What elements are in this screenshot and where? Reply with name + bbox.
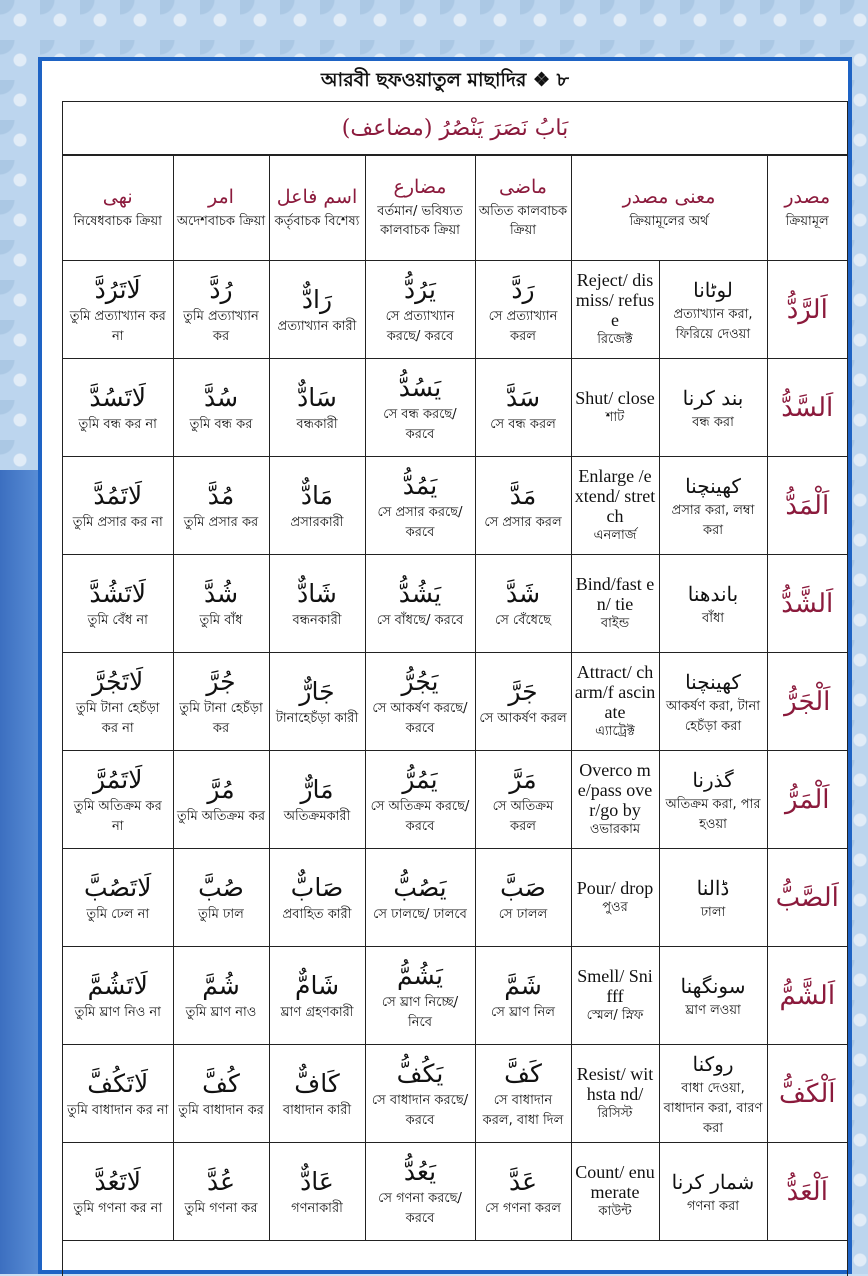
english-meaning: Shut/ close: [575, 387, 655, 408]
nahi-bangla: তুমি টানা হেচঁড়া কর না: [75, 700, 160, 736]
english-meaning: Resist/ withsta nd/: [576, 1063, 654, 1104]
amr-cell: [173, 555, 269, 653]
ism-fail-cell: [269, 751, 365, 849]
amr-bangla: তুমি অতিক্রম কর: [176, 808, 266, 824]
amr-cell: [173, 359, 269, 457]
ism-fail-bangla: প্রত্যাখ্যান কারী: [277, 318, 357, 334]
bangla-meaning: ঘ্রাণ লওয়া: [685, 1002, 741, 1018]
ism-fail-cell: [269, 849, 365, 947]
madi-arabic: مَدَّ: [509, 480, 537, 510]
mudari-cell: [365, 1143, 475, 1241]
urdu-meaning: گذرنا: [692, 767, 734, 792]
masdar-arabic: اَلصَّبُّ: [775, 882, 839, 913]
urdu-meaning: باندھنا: [687, 581, 739, 606]
masdar-cell: [767, 555, 847, 653]
english-meaning: Smell/ Snifff: [577, 965, 653, 1006]
ism-fail-cell: [269, 359, 365, 457]
amr-bangla: তুমি বাধাদান কর: [178, 1102, 264, 1118]
mudari-bangla: সে প্রত্যাখ্যান করছে/ করবে: [385, 308, 455, 344]
masdar-cell: [767, 849, 847, 947]
table-row: [63, 1143, 847, 1241]
english-meaning: Count/ enumerate: [575, 1161, 655, 1202]
english-meaning: Reject/ dismiss/ refuse: [575, 269, 655, 330]
english-meaning-cell: [571, 359, 659, 457]
ism-fail-cell: [269, 457, 365, 555]
table-row: [63, 751, 847, 849]
mudari-arabic: يَشُدُّ: [398, 578, 442, 608]
ism-fail-arabic: كَافٌّ: [294, 1068, 340, 1098]
bangla-meaning: আকর্ষণ করা, টানা হেচঁড়া করা: [665, 698, 761, 734]
nahi-arabic: لَاتَسُدَّ: [89, 382, 147, 412]
ism-fail-bangla: টানাহেচঁড়া কারী: [275, 710, 359, 726]
amr-bangla: তুমি টানা হেচঁড়া কর: [179, 700, 263, 736]
english-transliteration: বাইন্ড: [600, 615, 630, 631]
col-amr: امر অদেশবাচক ক্রিয়া: [173, 156, 269, 261]
nahi-arabic: لَاتَصُبَّ: [84, 872, 152, 902]
mudari-cell: [365, 751, 475, 849]
english-meaning-cell: [571, 947, 659, 1045]
madi-bangla: সে বেঁধেছে: [494, 612, 552, 628]
bangla-meaning: প্রত্যাখ্যান করা, ফিরিয়ে দেওয়া: [673, 306, 753, 342]
nahi-arabic: لَاتَمُدَّ: [93, 480, 143, 510]
nahi-bangla: তুমি ঘ্রাণ নিও না: [74, 1004, 161, 1020]
bab-title: بَابُ نَصَرَ يَنْصُرُ (مضاعف): [63, 102, 847, 155]
table-row: [63, 1045, 847, 1143]
col-meaning: معنى مصدر ক্রিয়ামূলের অর্থ: [571, 156, 767, 261]
bangla-meaning: বন্ধ করা: [692, 414, 734, 430]
madi-cell: [475, 751, 571, 849]
mudari-cell: [365, 849, 475, 947]
masdar-arabic: اَلرَّدُّ: [786, 294, 828, 325]
ism-fail-cell: [269, 261, 365, 359]
amr-arabic: رُدَّ: [209, 274, 233, 304]
bangla-meaning-cell: [659, 1045, 767, 1143]
nahi-bangla: তুমি ঢেল না: [86, 906, 150, 922]
table-row: [63, 261, 847, 359]
amr-cell: [173, 849, 269, 947]
mudari-arabic: يَشُمُّ: [397, 960, 443, 990]
masdar-arabic: اَلشَّدُّ: [781, 588, 834, 619]
col-madi: ماضى অতিত কালবাচক ক্রিয়া: [475, 156, 571, 261]
col-ism-fail: اسم فاعل কর্তৃবাচক বিশেষ্য: [269, 156, 365, 261]
madi-bangla: সে প্রসার করল: [484, 514, 562, 530]
col-nahi: نهى নিষেধবাচক ক্রিয়া: [63, 156, 173, 261]
nahi-arabic: لَاتَجُرَّ: [92, 666, 144, 696]
english-meaning-cell: [571, 653, 659, 751]
amr-bangla: তুমি প্রসার কর: [183, 514, 259, 530]
ism-fail-cell: [269, 947, 365, 1045]
ism-fail-bangla: বন্ধনকারী: [292, 612, 342, 628]
amr-arabic: صُبَّ: [198, 872, 244, 902]
madi-arabic: سَدَّ: [505, 382, 541, 412]
mudari-arabic: يَسُدُّ: [398, 372, 442, 402]
mudari-cell: [365, 1045, 475, 1143]
mudari-cell: [365, 261, 475, 359]
mudari-cell: [365, 359, 475, 457]
madi-bangla: সে প্রত্যাখ্যান করল: [488, 308, 558, 344]
madi-arabic: كَفَّ: [504, 1058, 542, 1088]
nahi-bangla: তুমি প্রসার কর না: [72, 514, 163, 530]
nahi-bangla: তুমি প্রত্যাখ্যান কর না: [69, 308, 166, 344]
amr-cell: [173, 947, 269, 1045]
nahi-arabic: لَاتَعُدَّ: [94, 1166, 141, 1196]
ism-fail-cell: [269, 1143, 365, 1241]
urdu-meaning: لوٹانا: [693, 277, 733, 302]
ism-fail-arabic: سَادٌّ: [297, 382, 337, 412]
nahi-cell: [63, 261, 173, 359]
ism-fail-arabic: جَارٌّ: [299, 676, 335, 706]
madi-bangla: সে বন্ধ করল: [490, 416, 556, 432]
ism-fail-bangla: ঘ্রাণ গ্রহণকারী: [280, 1004, 354, 1020]
ism-fail-bangla: বন্ধকারী: [296, 416, 338, 432]
madi-bangla: সে অতিক্রম করল: [492, 798, 554, 834]
nahi-cell: [63, 653, 173, 751]
urdu-meaning: شمار کرنا: [671, 1169, 755, 1194]
masdar-cell: [767, 947, 847, 1045]
madi-bangla: সে গণনা করল: [485, 1200, 561, 1216]
amr-cell: [173, 653, 269, 751]
bangla-meaning: বাধা দেওয়া, বাধাদান করা, বারণ করা: [663, 1080, 763, 1136]
madi-cell: [475, 849, 571, 947]
madi-bangla: সে বাধাদান করল, বাধা দিল: [482, 1092, 564, 1128]
bangla-meaning-cell: [659, 457, 767, 555]
bangla-meaning-cell: [659, 555, 767, 653]
nahi-arabic: لَاتَمُرَّ: [93, 764, 143, 794]
masdar-cell: [767, 653, 847, 751]
ism-fail-arabic: مَارٌّ: [300, 774, 334, 804]
left-blue-band: [0, 470, 40, 1274]
bangla-meaning-cell: [659, 1143, 767, 1241]
nahi-bangla: তুমি অতিক্রম কর না: [73, 798, 162, 834]
bangla-meaning-cell: [659, 849, 767, 947]
col-mudari: مضارع বর্তমান/ ভবিষ্যত কালবাচক ক্রিয়া: [365, 156, 475, 261]
nahi-cell: [63, 1143, 173, 1241]
nahi-cell: [63, 555, 173, 653]
madi-arabic: صَبَّ: [500, 872, 546, 902]
masdar-arabic: اَلسَّدُّ: [781, 392, 834, 423]
ism-fail-bangla: গণনাকারী: [291, 1200, 343, 1216]
nahi-bangla: তুমি বাধাদান কর না: [67, 1102, 169, 1118]
bangla-meaning-cell: [659, 359, 767, 457]
ism-fail-arabic: صَابٌّ: [290, 872, 344, 902]
masdar-cell: [767, 1045, 847, 1143]
amr-arabic: كُفَّ: [202, 1068, 240, 1098]
ism-fail-bangla: প্রবাহিত কারী: [282, 906, 352, 922]
english-meaning: Enlarge /extend/ stretch: [574, 465, 656, 526]
table-row: [63, 555, 847, 653]
book-page: [38, 57, 852, 1274]
mudari-arabic: يَجُرُّ: [401, 666, 439, 696]
english-transliteration: রিজেক্ট: [597, 331, 633, 347]
ism-fail-arabic: رَادٌّ: [301, 284, 333, 314]
mudari-bangla: সে বাধাদান করছে/ করবে: [371, 1092, 469, 1128]
madi-cell: [475, 947, 571, 1045]
verb-table-container: [62, 101, 848, 1276]
english-meaning: Pour/ drop: [576, 877, 654, 898]
urdu-meaning: کھینچنا: [685, 669, 741, 694]
urdu-meaning: سونگھنا: [680, 973, 746, 998]
nahi-cell: [63, 849, 173, 947]
english-transliteration: পুওর: [602, 899, 628, 915]
mudari-cell: [365, 653, 475, 751]
madi-arabic: رَدَّ: [511, 274, 535, 304]
madi-cell: [475, 457, 571, 555]
mudari-bangla: সে গণনা করছে/ করবে: [378, 1190, 462, 1226]
masdar-cell: [767, 359, 847, 457]
amr-arabic: شُمَّ: [202, 970, 240, 1000]
english-transliteration: ওভারকাম: [589, 821, 641, 837]
mudari-cell: [365, 947, 475, 1045]
table-row: [63, 849, 847, 947]
ism-fail-cell: [269, 1045, 365, 1143]
verb-table: [63, 155, 847, 1241]
mudari-arabic: يَكُفُّ: [396, 1058, 444, 1088]
bangla-meaning-cell: [659, 947, 767, 1045]
amr-bangla: তুমি গণনা কর: [184, 1200, 258, 1216]
nahi-cell: [63, 947, 173, 1045]
urdu-meaning: بند کرنا: [682, 385, 744, 410]
mudari-bangla: সে ঢালছে/ ঢালবে: [373, 906, 467, 922]
mudari-bangla: সে বন্ধ করছে/ করবে: [383, 406, 457, 442]
bangla-meaning-cell: [659, 261, 767, 359]
mudari-arabic: يَمُرُّ: [402, 764, 438, 794]
amr-bangla: তুমি ঢাল: [198, 906, 244, 922]
masdar-arabic: اَلْعَدُّ: [786, 1176, 828, 1207]
ism-fail-arabic: شَامٌّ: [294, 970, 340, 1000]
amr-bangla: তুমি প্রত্যাখ্যান কর: [183, 308, 259, 344]
nahi-cell: [63, 1045, 173, 1143]
amr-arabic: سُدَّ: [203, 382, 239, 412]
nahi-arabic: لَاتَشُمَّ: [87, 970, 148, 1000]
english-transliteration: শাট: [605, 409, 625, 425]
english-meaning-cell: [571, 555, 659, 653]
amr-cell: [173, 261, 269, 359]
amr-arabic: عُدَّ: [206, 1166, 236, 1196]
mudari-bangla: সে প্রসার করছে/ করবে: [377, 504, 463, 540]
masdar-arabic: اَلْجَرُّ: [784, 686, 831, 717]
urdu-meaning: کھینچنا: [685, 473, 741, 498]
amr-arabic: مُرَّ: [207, 774, 235, 804]
mudari-arabic: يَرُدُّ: [404, 274, 436, 304]
english-transliteration: এ্যাট্রেক্ট: [595, 723, 635, 739]
madi-cell: [475, 653, 571, 751]
ism-fail-bangla: প্রসারকারী: [290, 514, 344, 530]
madi-bangla: সে আকর্ষণ করল: [479, 710, 567, 726]
masdar-cell: [767, 261, 847, 359]
nahi-cell: [63, 457, 173, 555]
english-meaning-cell: [571, 457, 659, 555]
mudari-arabic: يَصُبُّ: [393, 872, 447, 902]
nahi-arabic: لَاتَرُدَّ: [94, 274, 141, 304]
ism-fail-arabic: عَادٌّ: [300, 1166, 334, 1196]
english-transliteration: কাউন্ট: [598, 1203, 632, 1219]
english-transliteration: এনলার্জ: [593, 527, 637, 543]
amr-arabic: شُدَّ: [203, 578, 239, 608]
amr-cell: [173, 457, 269, 555]
english-transliteration: রিসিস্ট: [597, 1105, 633, 1121]
english-meaning: Overco me/pass over/go by: [577, 759, 653, 820]
header-row: [63, 156, 847, 261]
bangla-meaning: প্রসার করা, লম্বা করা: [671, 502, 755, 538]
bangla-meaning-cell: [659, 653, 767, 751]
mudari-bangla: সে বাঁধছে/ করবে: [376, 612, 464, 628]
page-header: আরবী ছফওয়াতুল মাছাদির ❖ ৮: [321, 69, 569, 91]
nahi-arabic: لَاتَكُفَّ: [87, 1068, 149, 1098]
ism-fail-arabic: مَادٌّ: [300, 480, 334, 510]
madi-cell: [475, 1143, 571, 1241]
madi-cell: [475, 359, 571, 457]
nahi-arabic: لَاتَشُدَّ: [89, 578, 147, 608]
madi-cell: [475, 1045, 571, 1143]
bangla-meaning: ঢালা: [700, 904, 726, 920]
masdar-arabic: اَلْمَرُّ: [785, 784, 830, 815]
english-transliteration: স্মেল/ স্নিফ: [586, 1007, 644, 1023]
nahi-bangla: তুমি বন্ধ কর না: [78, 416, 157, 432]
madi-arabic: عَدَّ: [508, 1166, 538, 1196]
madi-arabic: شَمَّ: [504, 970, 542, 1000]
madi-cell: [475, 261, 571, 359]
english-meaning-cell: [571, 1143, 659, 1241]
masdar-cell: [767, 457, 847, 555]
amr-bangla: তুমি ঘ্রাণ নাও: [185, 1004, 257, 1020]
ism-fail-bangla: বাধাদান কারী: [282, 1102, 352, 1118]
ism-fail-arabic: شَادٌّ: [297, 578, 337, 608]
mudari-bangla: সে অতিক্রম করছে/ করবে: [370, 798, 470, 834]
nahi-bangla: তুমি বেঁধ না: [87, 612, 148, 628]
mudari-bangla: সে ঘ্রাণ নিচ্ছে/ নিবে: [381, 994, 459, 1030]
bangla-meaning-cell: [659, 751, 767, 849]
bangla-meaning: অতিক্রম করা, পার হওয়া: [665, 796, 761, 832]
mudari-arabic: يَمُدُّ: [402, 470, 438, 500]
madi-arabic: جَرَّ: [508, 676, 538, 706]
english-meaning-cell: [571, 1045, 659, 1143]
amr-cell: [173, 751, 269, 849]
table-row: [63, 947, 847, 1045]
ism-fail-cell: [269, 653, 365, 751]
english-meaning-cell: [571, 849, 659, 947]
mudari-arabic: يَعُدُّ: [403, 1156, 437, 1186]
masdar-arabic: اَلشَّمُّ: [779, 980, 836, 1011]
table-row: [63, 653, 847, 751]
table-row: [63, 359, 847, 457]
ism-fail-bangla: অতিক্রমকারী: [283, 808, 351, 824]
madi-cell: [475, 555, 571, 653]
nahi-cell: [63, 359, 173, 457]
table-row: [63, 457, 847, 555]
amr-bangla: তুমি বাঁধ: [199, 612, 243, 628]
amr-cell: [173, 1045, 269, 1143]
urdu-meaning: ڈالنا: [696, 875, 730, 900]
madi-bangla: সে ঢালল: [498, 906, 548, 922]
mudari-cell: [365, 555, 475, 653]
ism-fail-cell: [269, 555, 365, 653]
madi-bangla: সে ঘ্রাণ নিল: [490, 1004, 555, 1020]
bangla-meaning: বাঁধা: [701, 610, 725, 626]
amr-arabic: مُدَّ: [207, 480, 235, 510]
masdar-cell: [767, 1143, 847, 1241]
masdar-arabic: اَلْمَدُّ: [785, 490, 830, 521]
amr-bangla: তুমি বন্ধ কর: [189, 416, 253, 432]
madi-arabic: مَرَّ: [509, 764, 537, 794]
col-masdar: مصدر ক্রিয়ামূল: [767, 156, 847, 261]
amr-arabic: جُرَّ: [206, 666, 236, 696]
madi-arabic: شَدَّ: [505, 578, 541, 608]
mudari-cell: [365, 457, 475, 555]
bangla-meaning: গণনা করা: [686, 1198, 740, 1214]
nahi-bangla: তুমি গণনা কর না: [73, 1200, 163, 1216]
amr-cell: [173, 1143, 269, 1241]
english-meaning: Bind/fast en/ tie: [575, 573, 655, 614]
nahi-cell: [63, 751, 173, 849]
english-meaning-cell: [571, 261, 659, 359]
masdar-arabic: اَلْكَفُّ: [779, 1078, 836, 1109]
urdu-meaning: روکنا: [692, 1051, 734, 1076]
english-meaning: Attract/ charm/f ascinate: [574, 661, 656, 722]
masdar-cell: [767, 751, 847, 849]
mudari-bangla: সে আকর্ষণ করছে/ করবে: [372, 700, 468, 736]
english-meaning-cell: [571, 751, 659, 849]
